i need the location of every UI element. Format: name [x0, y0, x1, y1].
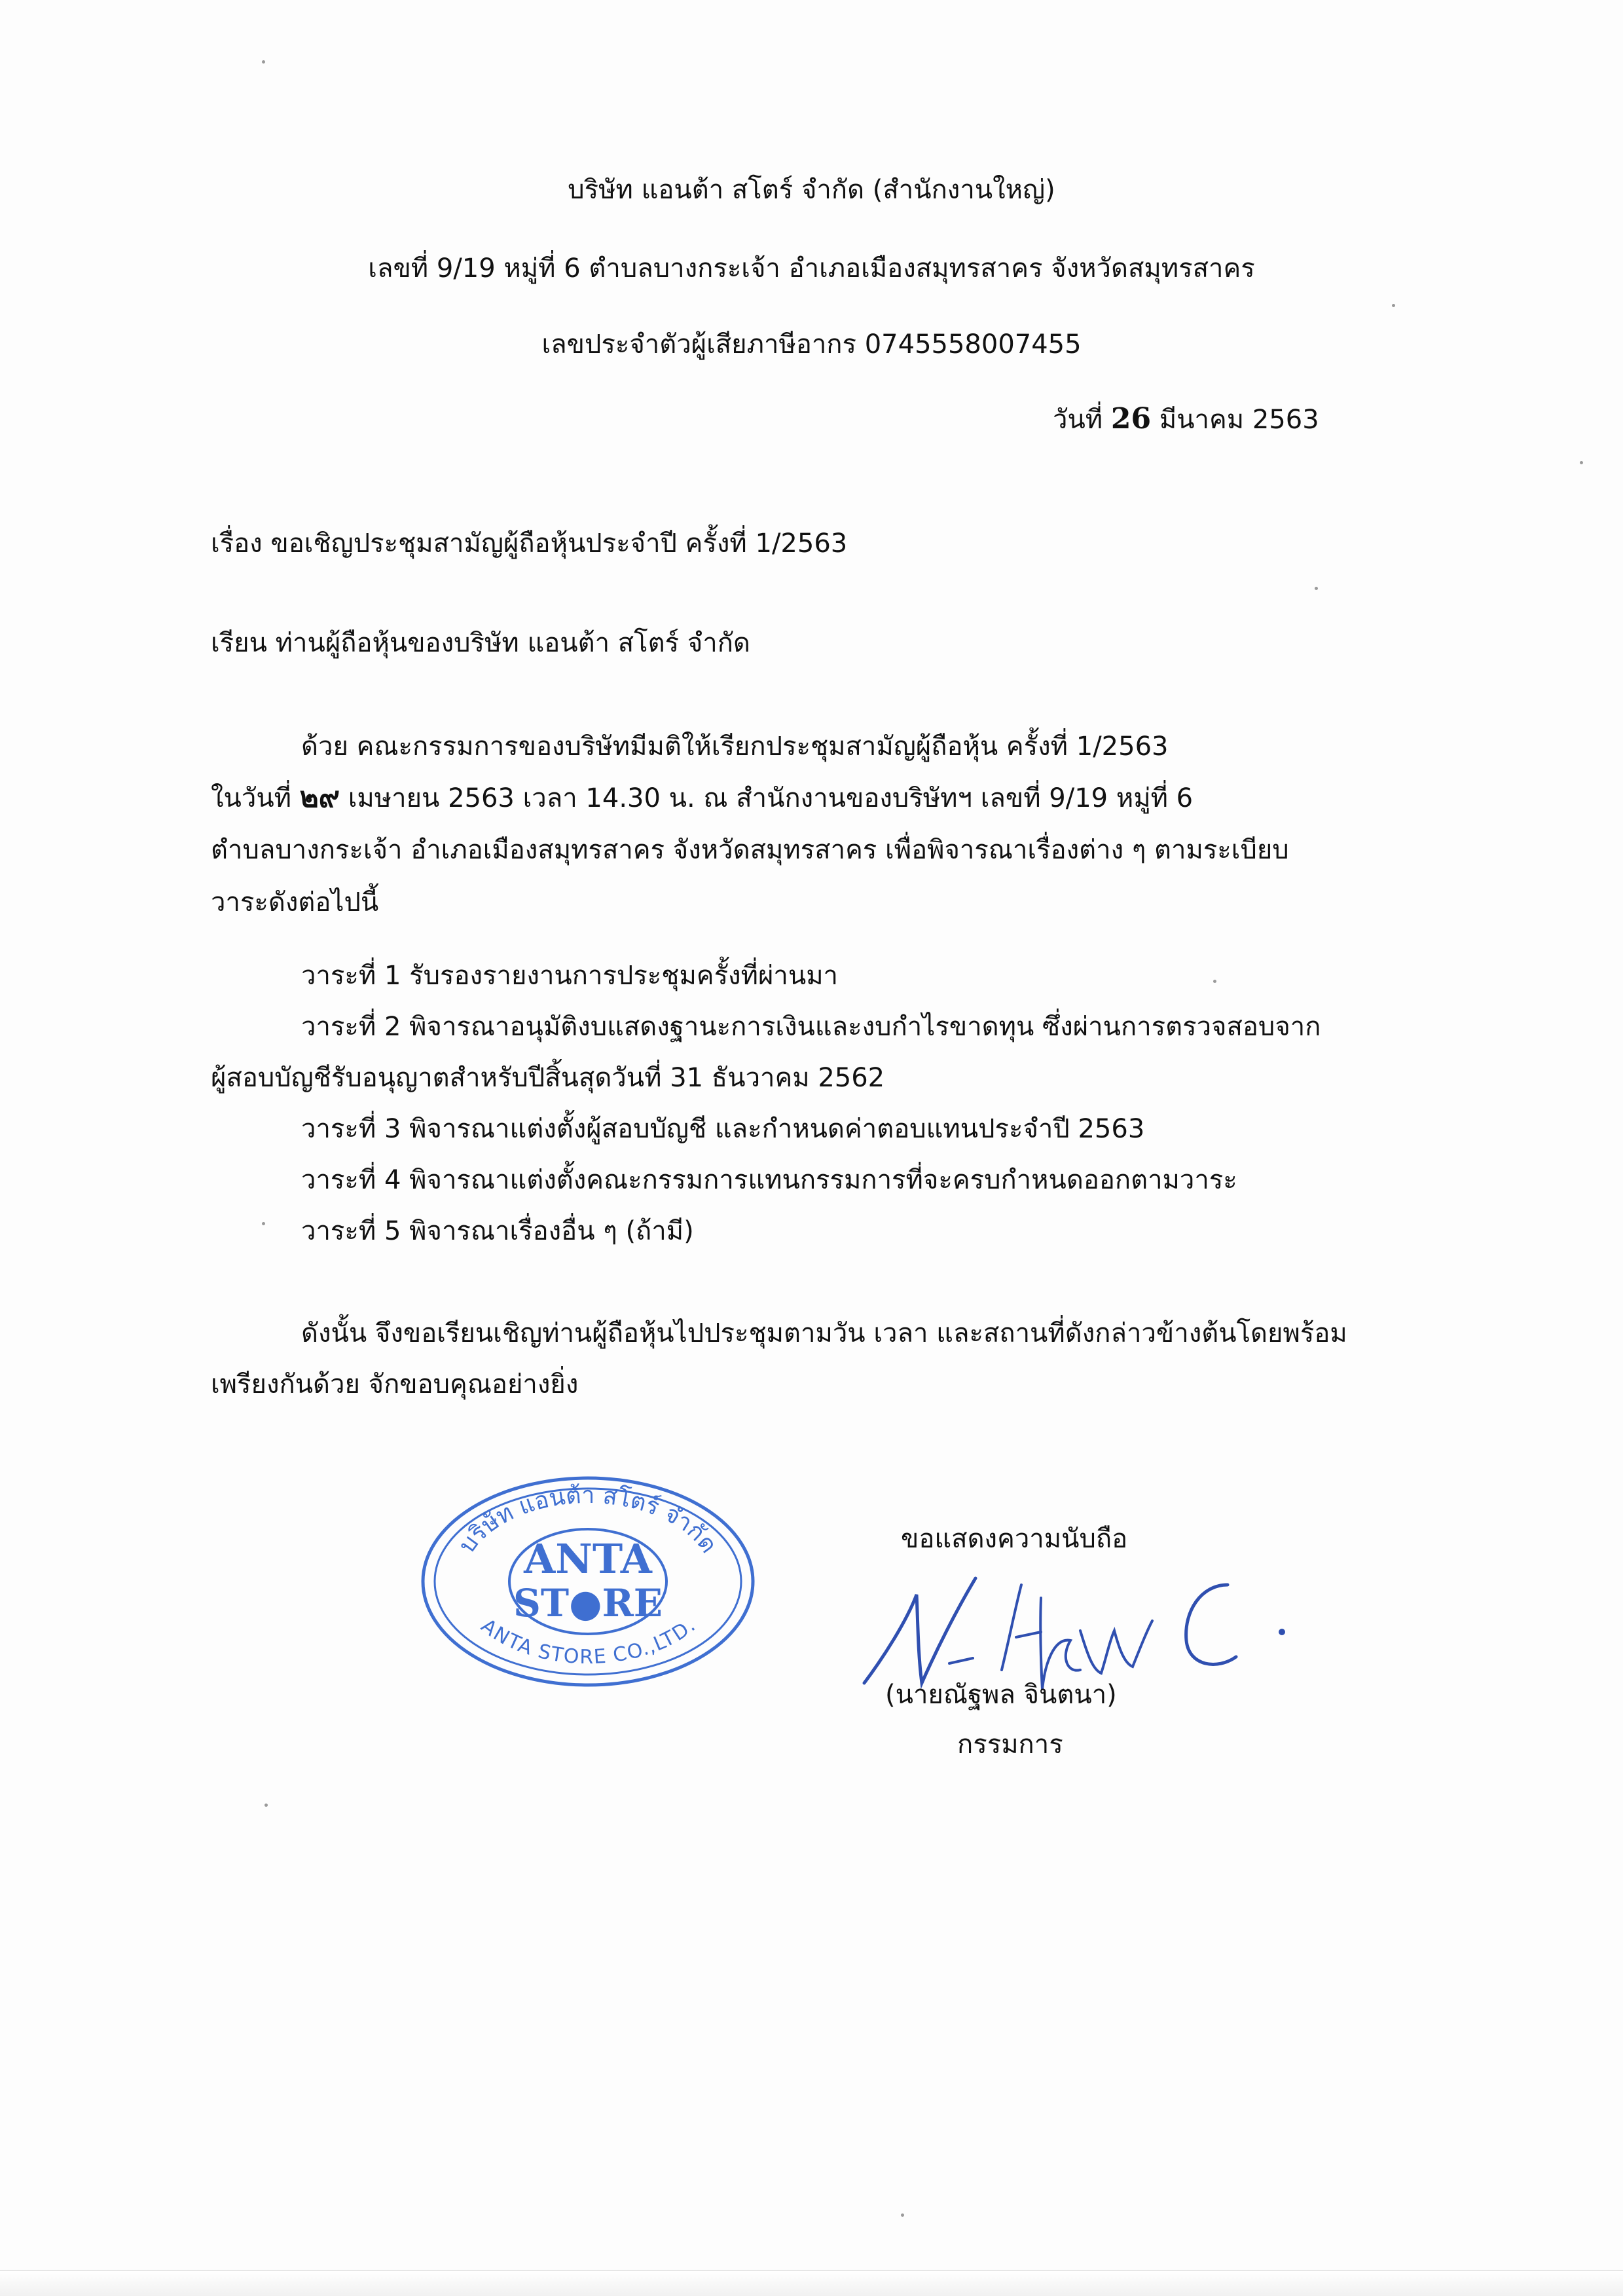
signatory-name: (นายณัฐพล จินตนา): [885, 1680, 1117, 1710]
stamp-logo-anta: ANTA: [524, 1535, 652, 1583]
signature-period: [1279, 1629, 1285, 1635]
agenda-item-5: วาระที่ 5 พิจารณาเรื่องอื่น ๆ (ถ้ามี): [301, 1216, 694, 1246]
closing-line-1: ดังนั้น จึงขอเรียนเชิญท่านผู้ถือหุ้นไปประชุมตามวัน เวลา และสถานที่ดังกล่าวข้างต้นโดยพร้อม: [301, 1318, 1347, 1348]
stamp-top-arc-text: บริษัท แอนต้า สโตร์ จำกัด: [453, 1481, 723, 1559]
scan-speck: [1315, 587, 1318, 590]
regards-line: ขอแสดงความนับถือ: [901, 1524, 1128, 1554]
scan-speck: [901, 2213, 904, 2217]
closing-line-2: เพรียงกันด้วย จักขอบคุณอย่างยิ่ง: [211, 1369, 579, 1399]
scan-speck: [1392, 304, 1395, 307]
signature-stroke-n: [864, 1578, 976, 1683]
agenda-item-4: วาระที่ 4 พิจารณาแต่งตั้งคณะกรรมการแทนกรรมการที่จะครบกำหนดออกตามวาระ: [301, 1165, 1237, 1195]
signature-stroke-h: [1002, 1585, 1080, 1690]
body-line-2: [211, 779, 1193, 817]
subject-line: เรื่อง ขอเชิญประชุมสามัญผู้ถือหุ้นประจำปี ครั้งที่ 1/2563: [211, 528, 848, 559]
signature-stroke-c: [1186, 1585, 1236, 1664]
agenda-item-2-continued: ผู้สอบบัญชีรับอนุญาตสำหรับปีสิ้นสุดวันที่ 31 ธันวาคม 2562: [211, 1063, 885, 1093]
agenda-item-3: วาระที่ 3 พิจารณาแต่งตั้งผู้สอบบัญชี และกำหนดค่าตอบแทนประจำปี 2563: [301, 1114, 1145, 1144]
stamp-bottom-arc-text: ANTA STORE CO.,LTD.: [476, 1614, 700, 1669]
meeting-day: ๒๙: [299, 781, 340, 814]
scan-speck: [264, 1804, 268, 1807]
stamp-logo-store: ST●RE: [513, 1581, 663, 1625]
company-address: เลขที่ 9/19 หมู่ที่ 6 ตำบลบางกระเจ้า อำเภอเมืองสมุทรสาคร จังหวัดสมุทรสาคร: [368, 253, 1255, 284]
agenda-item-1: วาระที่ 1 รับรองรายงานการประชุมครั้งที่ผ่านมา: [301, 961, 839, 991]
scan-speck: [1213, 980, 1216, 983]
body-line-2-rest: เมษายน 2563 เวลา 14.30 น. ณ สำนักงานของบริษัทฯ เลขที่ 9/19 หมู่ที่ 6: [348, 783, 1194, 813]
body-line-3: ตำบลบางกระเจ้า อำเภอเมืองสมุทรสาคร จังหวัดสมุทรสาคร เพื่อพิจารณาเรื่องต่าง ๆ ตามระเบียบ: [211, 835, 1289, 865]
scan-speck: [1580, 461, 1583, 464]
tax-id: เลขประจำตัวผู้เสียภาษีอากร 0745558007455: [541, 329, 1082, 360]
scan-bottom-edge: [0, 2270, 1623, 2296]
agenda-item-2: วาระที่ 2 พิจารณาอนุมัติงบแสดงฐานะการเงินและงบกำไรขาดทุน ซึ่งผ่านการตรวจสอบจาก: [301, 1012, 1321, 1042]
date-day: 26: [1110, 402, 1152, 435]
company-name: บริษัท แอนต้า สโตร์ จำกัด (สำนักงานใหญ่): [568, 175, 1055, 205]
body-date-prefix: ในวันที่: [211, 783, 292, 813]
scan-speck: [262, 1222, 265, 1225]
addressee-line: เรียน ท่านผู้ถือหุ้นของบริษัท แอนต้า สโตร์ จำกัด: [211, 628, 750, 658]
date-month-year: มีนาคม 2563: [1159, 405, 1319, 435]
body-line-4: วาระดังต่อไปนี้: [211, 887, 379, 917]
body-line-1: ด้วย คณะกรรมการของบริษัทมีมติให้เรียกประชุมสามัญผู้ถือหุ้น ครั้งที่ 1/2563: [301, 731, 1169, 762]
letter-date: [1053, 401, 1319, 438]
signatory-title: กรรมการ: [957, 1730, 1063, 1760]
signature-stroke-w: [1080, 1621, 1152, 1673]
company-stamp: [418, 1473, 758, 1690]
scan-speck: [262, 60, 265, 64]
signature-stroke-dot: [949, 1658, 973, 1663]
date-prefix: วันที่: [1053, 405, 1103, 435]
